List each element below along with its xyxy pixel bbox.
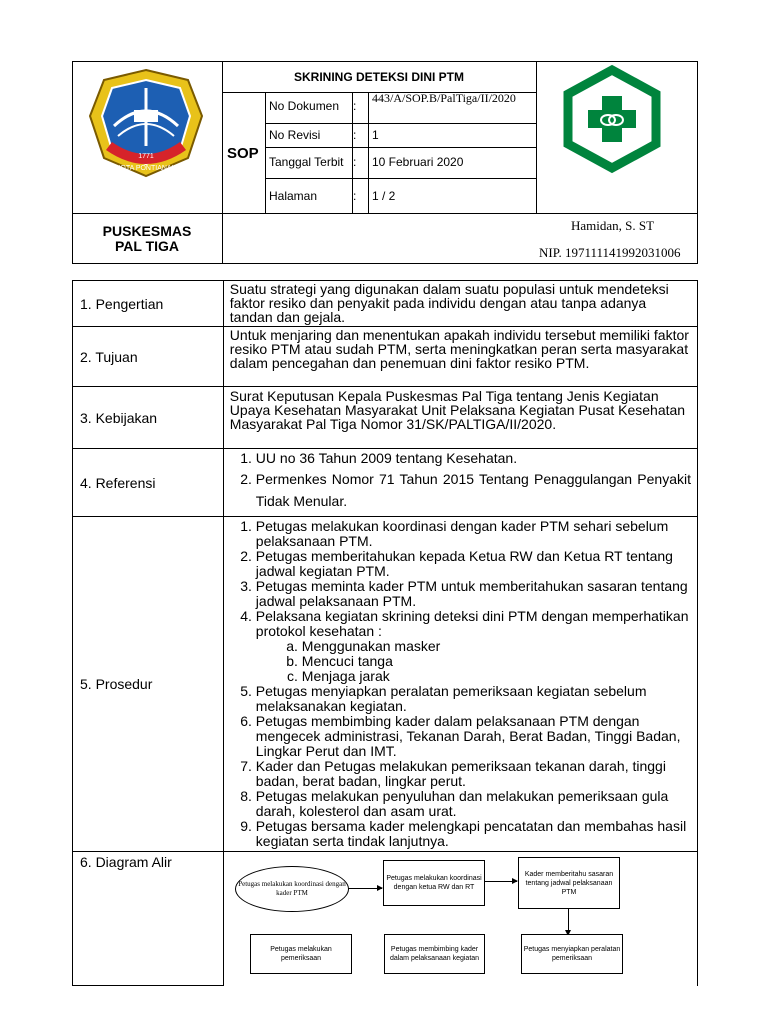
sub-item: a. Menggunakan masker <box>302 639 691 654</box>
meta-value: 443/A/SOP.B/PalTiga/II/2020 <box>372 91 516 105</box>
meta-colon: : <box>353 128 357 142</box>
meta-colon: : <box>353 99 357 113</box>
flow-box-start: Petugas melakukan koordinasi dengan kader PTM <box>235 866 349 912</box>
seal-year: 1771 <box>138 153 154 160</box>
row-label: 6. Diagram Alir <box>73 852 224 986</box>
flow-arrow <box>568 908 569 935</box>
flow-arrow <box>348 888 382 889</box>
list-item: 6. Petugas membimbing kader dalam pelaksanaan PTM dengan mengecek administrasi, Tekanan Darah, Berat Badan, Tinggi Badan, Lingkar Perut dan IMT. <box>256 714 691 759</box>
list-item: 7. Kader dan Petugas melakukan pemeriksaan tekanan darah, tinggi badan, berat badan, lingkar perut. <box>256 759 691 789</box>
row-label: 5. Prosedur <box>73 517 224 852</box>
kebijakan-text: Surat Keputusan Kepala Puskesmas Pal Tiga tentang Jenis Kegiatan Upaya Kesehatan Masyarakat Unit Pelaksana Kegiatan Pusat Kesehatan Masyarakat Pal Tiga Nomor 31/SK/PALTIGA/II/2020. <box>223 387 697 449</box>
sub-item: b. Mencuci tanga <box>302 654 691 669</box>
document-title: SKRINING DETEKSI DINI PTM <box>293 70 464 84</box>
row-label: 4. Referensi <box>73 449 224 517</box>
protokol-sublist <box>256 639 691 684</box>
sub-item: c. Menjaga jarak <box>302 669 691 684</box>
row-label: 3. Kebijakan <box>73 387 224 449</box>
row-prosedur <box>73 517 698 852</box>
meta-label: Halaman <box>269 189 318 203</box>
flow-box: Petugas melakukan koordinasi dengan ketua RW dan RT <box>383 860 485 906</box>
kota-pontianak-seal <box>84 66 208 180</box>
list-item: 1. Petugas melakukan koordinasi dengan kader PTM sehari sebelum pelaksanaan PTM. <box>256 519 691 549</box>
flow-box: Petugas membimbing kader dalam pelaksanaan kegiatan <box>384 934 485 974</box>
meta-colon: : <box>353 155 357 169</box>
prosedur-list <box>230 519 691 849</box>
seal-text: KOTA PONTIANAK <box>115 165 177 172</box>
tujuan-text: Untuk menjaring dan menentukan apakah individu tersebut memiliki faktor resiko PTM atau sudah PTM, serta meningkatkan peran serta masyarakat dalam pencegahan dan penemuan dini faktor resiko PTM. <box>223 327 697 387</box>
list-item: 2. Permenkes Nomor 71 Tahun 2015 Tentang Penaggulangan Penyakit Tidak Menular. <box>256 468 691 512</box>
meta-label: Tanggal Terbit <box>269 155 344 169</box>
row-tujuan <box>73 327 698 387</box>
meta-value: 1 <box>372 128 379 142</box>
list-item: 9. Petugas bersama kader melengkapi pencatatan dan membahas hasil kegiatan serta tindak lanjutnya. <box>256 819 691 849</box>
meta-label: No Revisi <box>269 128 321 142</box>
list-item: 5. Petugas menyiapkan peralatan pemeriksaan kegiatan sebelum melaksanakan kegiatan. <box>256 684 691 714</box>
flow-box: Petugas melakukan pemeriksaan <box>250 934 352 974</box>
row-pengertian <box>73 281 698 327</box>
meta-value: 1 / 2 <box>372 189 396 203</box>
referensi-list <box>230 449 691 512</box>
row-referensi <box>73 449 698 517</box>
sop-label: SOP <box>227 145 259 162</box>
flow-box: Petugas menyiapkan peralatan pemeriksaan <box>521 934 623 974</box>
row-label: 2. Tujuan <box>73 327 224 387</box>
list-item: 8. Petugas melakukan penyuluhan dan melakukan pemeriksaan gula darah, kolesterol dan asam urat. <box>256 789 691 819</box>
row-kebijakan <box>73 387 698 449</box>
flow-box: Kader memberitahu sasaran tentang jadwal pelaksanaan PTM <box>518 857 620 909</box>
list-item: 3. Petugas meminta kader PTM untuk memberitahukan sasaran tentang jadwal pelaksanaan PTM. <box>256 579 691 609</box>
flow-arrow <box>484 881 517 882</box>
organization-name <box>72 224 222 254</box>
pengertian-text: Suatu strategi yang digunakan dalam suatu populasi untuk mendeteksi faktor resiko dan penyakit pada individu dengan atau tanpa adanya tandan dan gejala. <box>223 281 697 327</box>
list-item: 1. UU no 36 Tahun 2009 tentang Kesehatan. <box>256 449 691 468</box>
row-label: 1. Pengertian <box>73 281 224 327</box>
meta-label: No Dokumen <box>269 99 340 113</box>
signer-nip: NIP. 197111141992031006 <box>539 245 681 260</box>
list-item <box>256 609 691 684</box>
org-line-2: PAL TIGA <box>114 238 180 254</box>
org-line-1: PUSKESMAS <box>102 223 192 239</box>
signer-name: Hamidan, S. ST <box>571 218 655 233</box>
list-item-text: Pelaksana kegiatan skrining deteksi dini PTM dengan memperhatikan protokol kesehatan : <box>255 608 689 639</box>
meta-colon: : <box>353 189 357 203</box>
puskesmas-logo <box>560 64 664 174</box>
list-item: 2. Petugas memberitahukan kepada Ketua RW dan Ketua RT tentang jadwal kegiatan PTM. <box>256 549 691 579</box>
meta-value: 10 Februari 2020 <box>372 155 464 169</box>
